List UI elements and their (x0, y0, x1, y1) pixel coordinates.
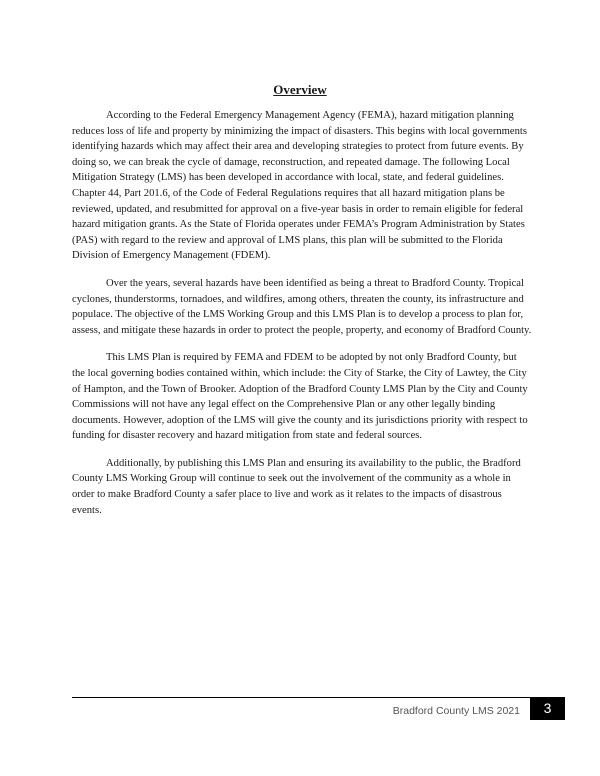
footer-divider (72, 697, 530, 698)
page-number-badge: 3 (530, 697, 565, 720)
paragraph-hazards: Over the years, several hazards have been identified as being a threat to Bradford County. Tropical cyclones, thunderstorms, tornadoes, and wildfires, among others, threaten the county, its infrastructure and populace. The objective of the LMS Working Group and this LMS Plan is to develop a process to plan for, assess, and mitigate these hazards in order to protect the people, property, and economy of Bradford County. (72, 277, 532, 336)
paragraph-adoption: This LMS Plan is required by FEMA and FDEM to be adopted by not only Bradford County, but the local governing bodies contained within, which include: the City of Starke, the City of Lawtey, the City of Hampton, and the Town of Brooker. Adoption of the Bradford County LMS Plan by the City and County Commissions will not have any legal effect on the Comprehensive Plan or any other legally binding documents. However, adoption of the LMS will give the county and its jurisdictions priority with respect to funding for disaster recovery and hazard mitigation from state and federal sources. (72, 352, 528, 442)
body-text (72, 108, 532, 530)
paragraph-publishing: Additionally, by publishing this LMS Plan and ensuring its availability to the public, the Bradford County LMS Working Group will continue to seek out the involvement of the community as a whole in order to make Bradford County a safer place to live and work as it relates to the impacts of disastrous events. (72, 457, 521, 516)
paragraph-overview-fema: According to the Federal Emergency Management Agency (FEMA), hazard mitigation planning reduces loss of life and property by minimizing the impact of disasters. This begins with local governments identifying hazards which may affect their area and developing strategies to protect from future events. By doing so, we can break the cycle of damage, reconstruction, and repeated damage. The following Local Mitigation Strategy (LMS) has been developed in accordance with local, state, and federal guidelines. Chapter 44, Part 201.6, of the Code of Federal Regulations requires that all hazard mitigation plans be reviewed, updated, and resubmitted for approval on a five-year basis in order to remain eligible for federal hazard mitigation grants. As the State of Florida operates under FEMA’s Program Administration by States (PAS) with regard to the review and approval of LMS plans, this plan will be submitted to the Florida Division of Emergency Management (FDEM). (72, 110, 527, 262)
footer-label: Bradford County LMS 2021 (392, 705, 520, 717)
page-title: Overview (273, 82, 327, 97)
